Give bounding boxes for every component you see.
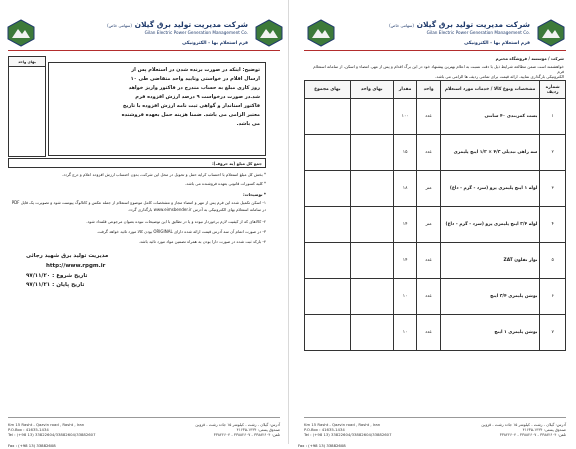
unit-price-cell[interactable]: [350, 171, 393, 207]
header: [6, 18, 284, 48]
col-description: مشخصات ونوع کالا / خدمات مورد استعلام: [440, 81, 540, 99]
company-name-en: Gilan Electric Power Generation Management Co.: [144, 30, 248, 35]
table-row: ۶ بوشن پلیمری ۳/۴ اینچ عدد ۱۰: [305, 279, 566, 315]
unit-price-cell[interactable]: [350, 99, 393, 135]
form-title: فرم استعلام بها - الکترونیکی: [464, 41, 530, 46]
table-row: ۱ بست کمربندی ۴۰ سانتی عدد ۱۰۰: [305, 99, 566, 135]
table-row: ۳ لوله ۱ اینچ پلیمری پرو (سرد - گرم - داغ) متر ۱۸: [305, 171, 566, 207]
col-unit-price: بهای واحد: [350, 81, 393, 99]
footer: [304, 422, 566, 440]
intro-text: خواهشمند است ضمن مطالعه شرایط ذیل با دقت نسبت به اعلام بهترین پیشنهاد خود در این برگ اقدام و پس از مهر، امضاء و اسکن، از سامانه استعلام فرم الکترونیکی بارگذاری نمایید. ارائه قیمت برای تمامی ردیف ها الزامی می باشد.: [313, 64, 564, 79]
footer: [8, 422, 280, 440]
table-row: ۲ سه راهی تبدیلی ۴/۳ × ۱/۲ اینچ پلیمری عدد ۱۵: [305, 135, 566, 171]
website-link[interactable]: http://www.rpgm.ir: [46, 263, 106, 269]
header-rule: [8, 50, 280, 51]
note-3: ۳- در صورت اتمام آن سه آدرس قیمت ارائه شده دارای ORIGINAL بودن کالا مورد تائید خواهد گرفت.: [96, 229, 266, 234]
items-table: [304, 80, 566, 351]
total-cell[interactable]: [305, 99, 351, 135]
col-row-no: شماره ردیف: [540, 81, 566, 99]
notes-box: توضیح: اینکه در صورت برنده شدن در استعلام پس از ارسال اقلام در خواستی وتایید واحد متقاضی طی ۱۰ روز کاری مبلغ به حساب مندرج در فاکتور واریز خواهد شد.در صورت درخواست ۹ درصد ارزش افزوده فرم فاکتور استاندار و گواهی ثبت نامه ارزش افزوده با تاریخ معتبر الزامی می باشد. ضمنا هزینه حمل بعهده فروشنده می باشد.: [48, 62, 266, 156]
address-fa: آدرس: گیلان - رشت - کیلومتر ۱۵ جاده رشت - قزوین صندوق پستی: ۱۴۳۴-۴۱۶۳۵ تلفن: ۳۳۸۸۲۶۰۴ - ۳۳۸۸۲۶۰۷ - ۳۳۸۲۲۶۰۴: [481, 422, 566, 437]
price-columns-table: [8, 56, 46, 157]
signatory: مدیریت تولید برق شهید رجائی: [26, 253, 109, 259]
company-logo: [536, 18, 566, 48]
note-1b: در سامانه استعلام بهای الکترونیکی به آدرس www.eimsbender.ir بارگذاری گردد.: [127, 207, 266, 212]
col-unit: واحد: [417, 81, 440, 99]
total-cell[interactable]: [305, 207, 351, 243]
company-logo: [254, 18, 284, 48]
unit-price-cell[interactable]: [350, 135, 393, 171]
left-page: [0, 0, 289, 444]
company-name: شرکت مدیریت تولید برق گیلان (سهامی خاص): [107, 20, 248, 29]
notes-title: * توضیحات:: [243, 192, 266, 197]
table-row: ۴ لوله ۳/۴ اینچ پلیمری پرو (سرد - گرم - داغ) متر ۱۴: [305, 207, 566, 243]
unit-price-cell[interactable]: [350, 207, 393, 243]
footer-rule: [8, 417, 280, 418]
note-1: ۱- اسکن تکمیل شده این فرم پس از مهر و امضاء مجاز و مشخصات کامل موضوع استعلام از جمله عکس و کاتالوگ پیوست شود و تصویرت یک فایل PDF: [11, 200, 266, 205]
end-date: تاریخ پایان : ۹۷/۱۱/۲۱: [26, 282, 85, 288]
table-row: ۷ بوشن پلیمری ۱ اینچ عدد ۱۰: [305, 315, 566, 351]
company-logo-left: [306, 18, 336, 48]
header: [306, 18, 566, 48]
col-qty: مقدار: [393, 81, 417, 99]
company-name: شرکت مدیریت تولید برق گیلان (سهامی خاص): [389, 20, 530, 29]
address-fa: آدرس: گیلان - رشت - کیلومتر ۱۵ جاده رشت - قزوین صندوق پستی: ۱۴۳۴-۴۱۶۳۵ تلفن: ۳۳۸۸۲۶۰۴ - ۳۳۸۸۲۶۰۷ - ۳۳۸۲۲۶۰۴: [195, 422, 280, 437]
unit-price-cell[interactable]: [9, 67, 46, 157]
total-cell[interactable]: [305, 135, 351, 171]
total-cell[interactable]: [305, 279, 351, 315]
table-row: ۵ نوار تفلون ZAT عدد ۱۴: [305, 243, 566, 279]
sum-box[interactable]: [8, 158, 266, 168]
company-name-en: Gilan Electric Power Generation Management Co.: [426, 30, 530, 35]
address-en: Km 15 Rasht - Qazvin road , Rasht , Iran P.O.Box : 41635-1434 Tel : (+98 13) 33822604/33882604/33882607: [8, 422, 96, 437]
address-en: Km 15 Rasht - Qazvin road , Rasht , Iran P.O.Box : 41635-1434 Tel : (+98 13) 33822604/33882604/33882607: [304, 422, 392, 437]
unit-price-cell[interactable]: [350, 279, 393, 315]
addressee: شرکت / موسسه / فروشگاه محترم: [495, 56, 564, 61]
sum-label: جمع کل مبلغ (به حروف):: [212, 161, 262, 166]
total-cell[interactable]: [305, 171, 351, 207]
company-logo-left: [6, 18, 36, 48]
col-unit-price: بهای واحد: [9, 57, 46, 67]
footer-rule: [304, 417, 566, 418]
note-4: ۴- بارکد ثبت شده در صورت دارا بودن به همراه تضمین مواد مورد تائید باشد.: [138, 239, 266, 244]
unit-price-cell[interactable]: [350, 315, 393, 351]
unit-price-cell[interactable]: [350, 243, 393, 279]
start-date: تاریخ شروع : ۹۷/۱۱/۲۰: [26, 273, 88, 279]
note-2: ۲- کالاهای که از کیفیت لازم برخوردار نبوده و یا در تطابق با این توضیحات نبوده بعنوان مرجوعی قلمداد شود.: [86, 219, 266, 224]
note-a: * بخش کل مبلغ استعلام با احتساب کرایه حمل و تحویل در محل این شرکت، بدون احتساب ارزش افزوده اعلام و درج گردد.: [61, 172, 266, 177]
right-page: [288, 0, 576, 444]
form-title: فرم استعلام بها - الکترونیکی: [182, 41, 248, 46]
total-cell[interactable]: [305, 243, 351, 279]
header-rule: [304, 50, 566, 51]
total-cell[interactable]: [305, 315, 351, 351]
col-total: بهای مجموع: [305, 81, 351, 99]
note-b: * کلیه کسورات قانونی بعهده فروشنده می باشد.: [184, 181, 266, 186]
